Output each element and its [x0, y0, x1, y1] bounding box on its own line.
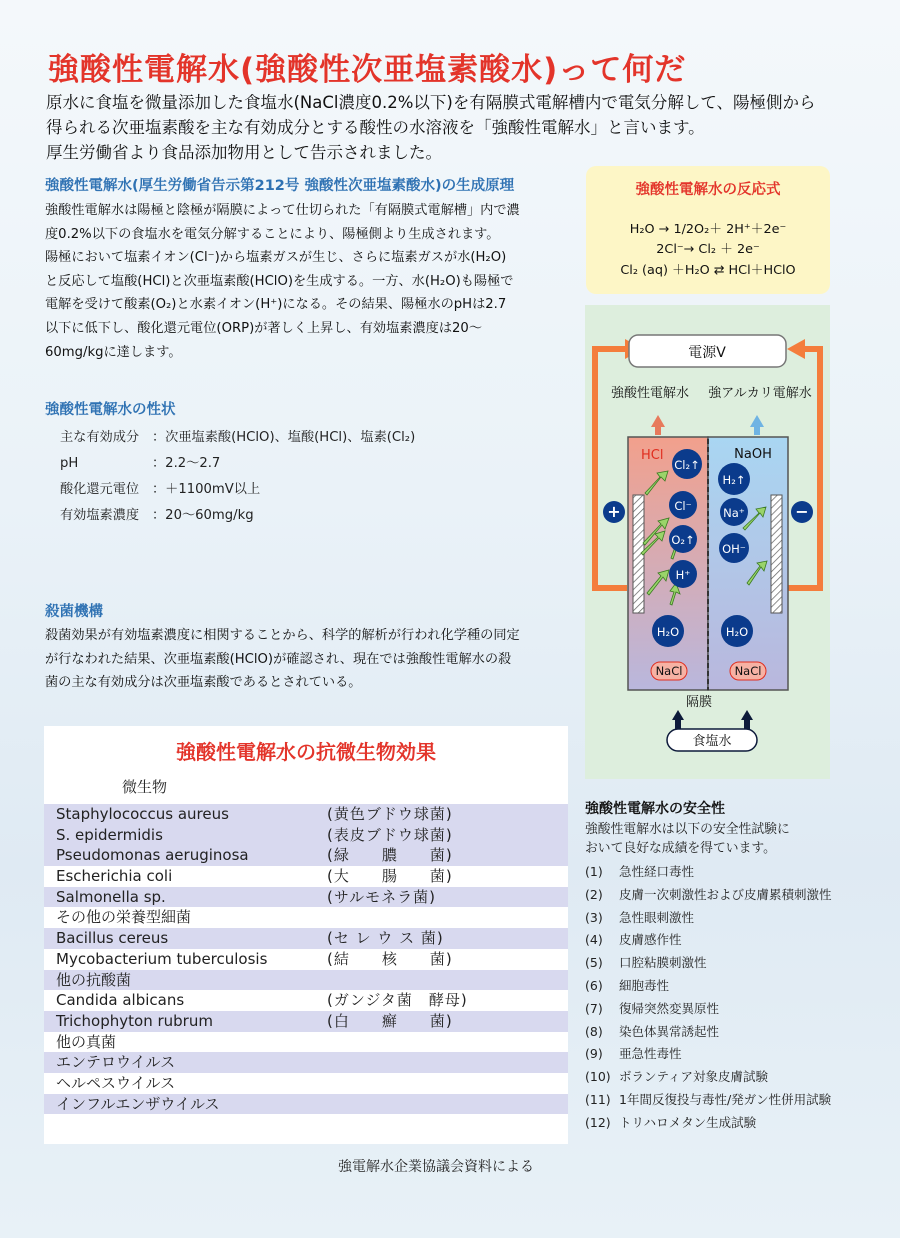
microorganism-name: ヘルペスウイルス — [56, 1073, 176, 1092]
cathode-electrode — [771, 495, 782, 613]
list-item-number: (5) — [585, 955, 603, 971]
intro-line: 得られる次亜塩素酸を主な有効成分とする酸性の水溶液を「強酸性電解水」と言います。 — [46, 118, 705, 137]
ion-label: Cl₂↑ — [674, 458, 700, 472]
list-item — [585, 1021, 832, 1044]
list-item-text: 急性経口毒性 — [619, 864, 695, 879]
microorganism-name: Pseudomonas aeruginosa — [56, 846, 249, 865]
property-value: ：＋1100mV以上 — [152, 482, 261, 497]
microorganism-name: Salmonella sp. — [56, 887, 166, 906]
ion-label: H₂↑ — [722, 473, 746, 487]
antimicrobial-title: 強酸性電解水の抗微生物効果 — [176, 740, 436, 764]
list-item-number: (12) — [585, 1114, 611, 1130]
list-item — [585, 1066, 832, 1089]
list-item-number: (4) — [585, 932, 603, 948]
ion-label: Cl⁻ — [674, 499, 692, 513]
microorganism-column-header: 微生物 — [122, 778, 168, 796]
page-title: 強酸性電解水(強酸性次亜塩素酸水)って何だ — [48, 52, 687, 88]
list-item-number: (1) — [585, 864, 603, 879]
list-item — [585, 1112, 832, 1135]
electrolysis-diagram — [585, 305, 830, 779]
table-row — [44, 845, 568, 866]
list-item-text: 細胞毒性 — [619, 977, 670, 993]
table-row — [44, 866, 568, 887]
safety-intro-line: おいて良好な成績を得ています。 — [585, 841, 776, 856]
acid-output-label: 強酸性電解水 — [610, 386, 690, 401]
list-item-text: 染色体異常誘起性 — [619, 1023, 720, 1039]
reaction-formula-box — [586, 166, 830, 294]
list-item-text: 急性眼刺激性 — [619, 909, 695, 925]
property-value: ：2.2～2.7 — [152, 456, 221, 471]
property-label: 有効塩素濃度 — [60, 508, 140, 523]
properties-table — [60, 425, 415, 529]
list-item — [585, 861, 832, 884]
ion-label: O₂↑ — [671, 533, 695, 547]
table-row — [44, 907, 568, 928]
microorganism-japanese-name: (大 腸 菌) — [327, 867, 453, 886]
list-item-text: 亜急性毒性 — [619, 1046, 682, 1062]
reaction-title: 強酸性電解水の反応式 — [635, 182, 781, 198]
microorganism-name: Staphylococcus aureus — [56, 805, 229, 823]
microorganism-japanese-name: (白 癬 菌) — [327, 1011, 453, 1030]
sterilization-body — [45, 624, 580, 695]
safety-test-list — [585, 861, 832, 1135]
list-item — [585, 975, 832, 998]
sterilization-line: 殺菌効果が有効塩素濃度に相関することから、科学的解析が行われ化学種の同定 — [45, 628, 520, 643]
principle-line: 陽極において塩素イオン(Cl⁻)から塩素ガスが生じ、さらに塩素ガスが水(H₂O) — [45, 250, 507, 266]
microorganism-japanese-name: (表皮ブドウ球菌) — [327, 825, 453, 844]
table-row — [44, 825, 568, 846]
principle-line: 60mg/kgに達します。 — [45, 344, 182, 360]
properties-heading: 強酸性電解水の性状 — [45, 402, 176, 418]
microorganism-name: 他の抗酸菌 — [56, 970, 132, 989]
list-item-number: (10) — [585, 1069, 611, 1085]
table-row — [44, 949, 568, 970]
property-row — [60, 503, 415, 529]
plus-icon: + — [607, 502, 621, 521]
power-label: 電源V — [688, 345, 726, 361]
property-label: 酸化還元電位 — [60, 482, 140, 497]
intro-line: 原水に食塩を微量添加した食塩水(NaCl濃度0.2%以下)を有隔膜式電解槽内で電気分解して、陽極側から — [46, 93, 816, 112]
microorganism-japanese-name: (セ レ ウ ス 菌) — [327, 929, 444, 948]
table-row — [44, 1094, 568, 1115]
microorganism-name: Mycobacterium tuberculosis — [56, 949, 268, 968]
table-row — [44, 1032, 568, 1053]
sterilization-heading: 殺菌機構 — [45, 604, 103, 620]
microorganism-name: Escherichia coli — [56, 867, 173, 886]
membrane-label: 隔膜 — [686, 695, 713, 710]
ion-label: H₂O — [725, 625, 749, 639]
sterilization-line: が行なわれた結果、次亜塩素酸(HClO)が確認され、現在では強酸性電解水の殺 — [45, 651, 512, 667]
alkali-output-label: 強アルカリ電解水 — [708, 386, 812, 401]
list-item — [585, 998, 832, 1021]
property-row — [60, 425, 415, 451]
list-item-number: (2) — [585, 886, 603, 902]
property-label: pH — [60, 456, 79, 471]
list-item-number: (3) — [585, 909, 603, 925]
ion-label: Na⁺ — [723, 506, 745, 520]
microorganism-japanese-name: (緑 膿 菌) — [327, 846, 453, 865]
principle-line: と反応して塩酸(HCl)と次亜塩素酸(HClO)を生成する。一方、水(H₂O)も陽極で — [45, 273, 514, 289]
principle-line: 電解を受けて酸素(O₂)と水素イオン(H⁺)になる。その結果、陽極水のpHは2.7 — [45, 297, 507, 313]
list-item-text: 皮膚感作性 — [619, 932, 682, 948]
list-item-number: (7) — [585, 1000, 603, 1016]
principle-line: 度0.2%以下の食塩水を電気分解することにより、陽極側より生成されます。 — [45, 226, 500, 242]
microorganism-japanese-name: (結 核 菌) — [327, 949, 453, 968]
microorganism-japanese-name: (ガンジタ菌 酵母) — [327, 991, 468, 1010]
principle-line: 以下に低下し、酸化還元電位(ORP)が著しく上昇し、有効塩素濃度は20～ — [45, 320, 483, 336]
table-row — [44, 1052, 568, 1073]
list-item — [585, 952, 832, 975]
list-item-number: (6) — [585, 977, 603, 993]
salt-label: NaCl — [734, 664, 762, 678]
safety-heading: 強酸性電解水の安全性 — [585, 801, 725, 817]
list-item — [585, 929, 832, 952]
property-value: ：20～60mg/kg — [152, 508, 254, 523]
microorganism-name: インフルエンザウイルス — [56, 1094, 220, 1113]
property-row — [60, 451, 415, 477]
table-row — [44, 1011, 568, 1032]
list-item-text: 口腔粘膜刺激性 — [619, 955, 707, 971]
microorganism-name: エンテロウイルス — [56, 1053, 176, 1072]
principle-body — [45, 199, 575, 364]
table-row — [44, 970, 568, 991]
intro-paragraph — [46, 90, 846, 165]
microorganism-name: Bacillus cereus — [56, 929, 169, 948]
list-item-text: トリハロメタン生成試験 — [619, 1114, 757, 1130]
ion-label: H₂O — [656, 625, 680, 639]
principle-line: 強酸性電解水は陽極と陰極が隔膜によって仕切られた「有隔膜式電解槽」内で濃 — [45, 203, 520, 218]
microorganism-japanese-name: (黄色ブドウ球菌) — [327, 805, 453, 823]
ion-label: OH⁻ — [722, 542, 746, 556]
table-row — [44, 887, 568, 908]
property-row — [60, 477, 415, 503]
minus-icon: − — [795, 502, 809, 521]
reaction-equation: 2Cl⁻→ Cl₂ ＋ 2e⁻ — [656, 242, 760, 257]
list-item — [585, 907, 832, 930]
source-note: 強電解水企業協議会資料による — [338, 1159, 534, 1175]
list-item-number: (9) — [585, 1046, 603, 1062]
microorganism-name: S. epidermidis — [56, 825, 163, 844]
microorganism-name: Candida albicans — [56, 991, 185, 1010]
safety-intro — [585, 820, 790, 858]
reaction-equation: H₂O → 1/2O₂＋ 2H⁺＋2e⁻ — [629, 222, 787, 237]
anode-product: HCl — [641, 448, 664, 463]
input-label: 食塩水 — [692, 734, 732, 749]
microorganism-japanese-name: (サルモネラ菌) — [327, 887, 436, 906]
safety-intro-line: 強酸性電解水は以下の安全性試験に — [585, 822, 790, 837]
list-item-text: 復帰突然変異原性 — [619, 1000, 720, 1016]
intro-line: 厚生労働省より食品添加物用として告示されました。 — [46, 143, 442, 162]
table-row — [44, 928, 568, 949]
list-item — [585, 1043, 832, 1066]
list-item — [585, 884, 832, 907]
property-value: ：次亜塩素酸(HClO)、塩酸(HCl)、塩素(Cl₂) — [152, 430, 416, 445]
list-item-number: (11) — [585, 1091, 611, 1107]
microorganism-name: Trichophyton rubrum — [56, 1011, 213, 1030]
table-row — [44, 1073, 568, 1094]
ion-label: H⁺ — [675, 568, 691, 582]
list-item-text: ボランティア対象皮膚試験 — [619, 1069, 769, 1085]
salt-label: NaCl — [655, 664, 683, 678]
table-row — [44, 804, 568, 825]
cathode-product: NaOH — [734, 447, 772, 462]
property-label: 主な有効成分 — [60, 430, 140, 445]
list-item — [585, 1089, 832, 1112]
principle-heading: 強酸性電解水(厚生労働省告示第212号 強酸性次亜塩素酸水)の生成原理 — [45, 178, 515, 194]
table-row — [44, 990, 568, 1011]
list-item-text: 皮膚一次刺激性および皮膚累積刺激性 — [619, 886, 832, 902]
antimicrobial-table — [44, 726, 568, 1144]
list-item-text: 1年間反復投与毒性/発ガン性併用試験 — [619, 1091, 832, 1107]
reaction-equation: Cl₂ (aq) ＋H₂O ⇄ HCl＋HClO — [620, 263, 796, 278]
antimicrobial-rows — [44, 804, 568, 1114]
list-item-number: (8) — [585, 1023, 603, 1039]
sterilization-line: 菌の主な有効成分は次亜塩素酸であるとされている。 — [45, 675, 362, 691]
microorganism-name: その他の栄養型細菌 — [56, 908, 192, 927]
microorganism-name: 他の真菌 — [56, 1032, 117, 1051]
